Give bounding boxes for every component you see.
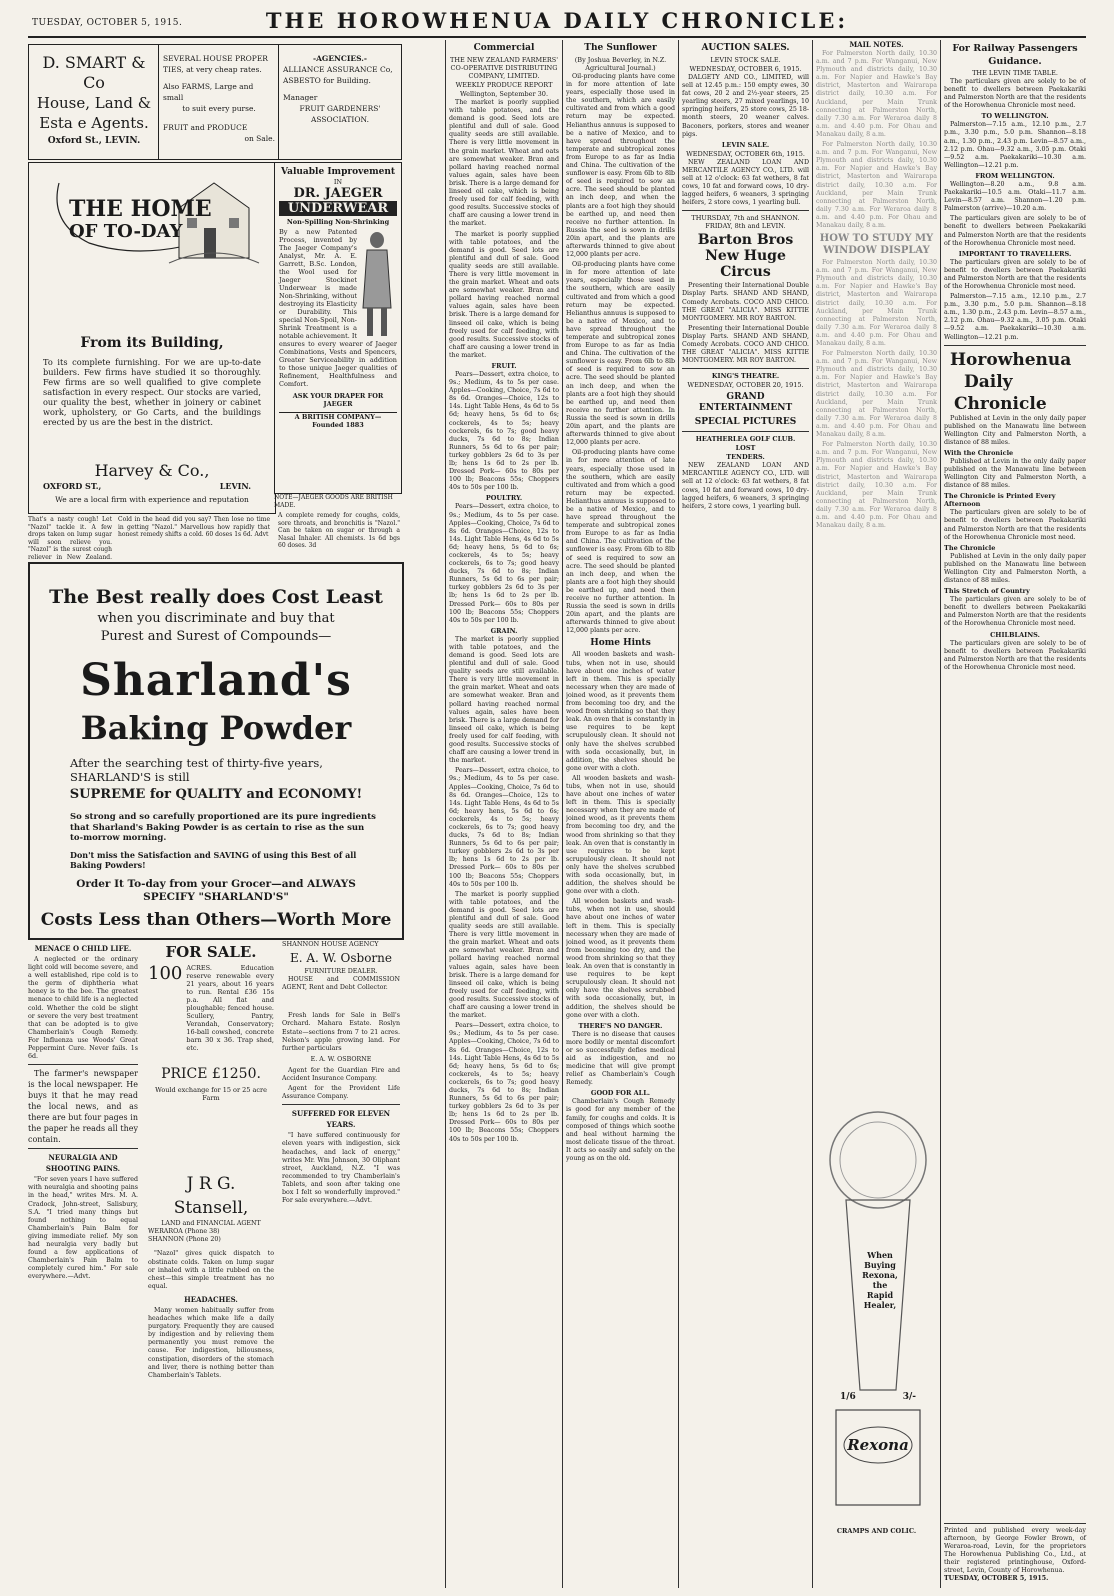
home-hints-text-b: All wooden baskets and wash-tubs, when not in use, should have about one inches of water left in them. This is specially necessary when they are made of joined wood, as it prevents them from becoming too dry, and the wood from shrinking so that they leak. An oven that is constantly in use requires to be kept scrupulously clean. It should not only have the shelves scrubbed with soda occasionally, but, in addition, the shelves should be gone over with a cloth. xyxy=(566,774,675,896)
rexona-price-large: 3/- xyxy=(902,1392,916,1402)
agencies-ad xyxy=(278,44,402,160)
circus-text: Presenting their International Double Display Parts. SHAND AND SHAND, Comedy Acrobats. COCO AND CHICO. THE GREAT "ALICIA". MISS KITTIE MONTGOMERY. MR ROY BARTON. xyxy=(682,282,809,322)
nazol-snippet-2: Cold in the head did you say? Then lose no time in getting "Nazol." Marvellous how rapidly that honest remedy shifts a cold. 60 doses 1s 6d. Advt xyxy=(118,516,270,539)
sharland-para3: So strong and so carefully proportioned are its pure ingredients that Sharland's Baking Powder is as certain to rise as the sun to-morrow morning. xyxy=(70,812,376,843)
agencies-line3: ASBESTO for Building. xyxy=(283,76,371,85)
divider xyxy=(682,368,809,369)
nazol-snippet-3: A complete remedy for coughs, colds, sore throats, and bronchitis is "Nazol." Can be taken on sugar or through a Nasal Inhaler. All chemists. 1s 6d bgs 60 doses. 3d xyxy=(278,512,400,550)
sharland-line3: Purest and Surest of Compounds— xyxy=(100,629,332,644)
sharland-costs: Costs Less than Others—Worth More xyxy=(40,909,392,930)
jaeger-underwear: UNDERWEAR xyxy=(279,201,397,216)
newspaper-title: THE HOROWHENUA DAILY CHRONICLE: xyxy=(265,8,849,33)
imprint xyxy=(944,1520,1086,1583)
issue-date: TUESDAY, OCTOBER 5, 1915. xyxy=(32,18,183,28)
smart-line2: House, Land & xyxy=(36,94,152,112)
window-display-ad: HOW TO STUDY MY WINDOW DISPLAY xyxy=(819,233,934,257)
column-rule xyxy=(940,40,941,1588)
fruit-lands: Fresh lands for Sale in Bell's Orchard. Mahara Estate. Roslyn Estate—sections from 7 to 21 acres. Nelson's apple growing land. For further particulars xyxy=(282,1012,400,1052)
jaeger-body: By a new Patented Process, invented by The Jaeger Company's Analyst, Mr. A. E. Garrett, B.Sc. London, the Wool used for Jaeger Stockinet Underwear is made Non-Shrinking, without destroying its Elasticity or Durability. This special Non-Spoil, Non-Shrink Treatment is a notable achievement. It ensures to every wearer of Jaeger Combinations, Vests and Spencers, Greater Serviceability in addition to those unique Jaeger qualities of Refinement, Healthfulness and Comfort. xyxy=(279,228,397,388)
home-building: From its Building, xyxy=(80,335,224,351)
osborne-column xyxy=(282,940,400,1590)
eleven-years-heading: SUFFERED FOR ELEVEN YEARS. xyxy=(291,1109,391,1130)
no-danger-text: There is no disease that causes more bodily or mental discomfort or so successfully defies medical aid as indigestion, and no medicine that will give prompt relief as Chamberlain's Cough Remedy. xyxy=(566,1030,675,1087)
mail-notes-text-c: For Palmerston North daily, 10.30 a.m. and 7 p.m. For Wanganui, New Plymouth and districts daily, 10.30 a.m. For Napier and Hawke's Bay district, Masterton and Wairarapa district daily, 10.30 a.m. For Auckland, per Main Trunk connecting at Palmerston North, daily 7.30 a.m. For Weraroa daily 8 a.m. and 4.40 p.m. For Ohau and Manakau daily, 8 a.m. xyxy=(816,259,937,347)
commercial-text2: Pears—Dessert, extra choice, to 9s.; Medium, 4s to 5s per case. Apples—Cooking, Choice, 7s 6d to 8s 6d. Oranges—Choice, 12s to 14s. Light Table Hens, 4s 6d to 5s 6d; heavy hens, 5s 6d to 6s; cockerels, 4s to 5s; heavy cockerels, 6s to 7s; good heavy ducks, 7s 6d to 8s; Indian Runners, 5s 6d to 6s per pair; turkey gobblers 2s 6d to 3s per lb; hens 1s 6d to 2s per lb. Dressed Pork— 60s to 80s per 100 lb; Beacons 55s; Choppers 40s to 50s per 100 lb. xyxy=(449,371,559,492)
circus-dates: THURSDAY, 7th and SHANNON. FRIDAY, 8th and LEVIN. xyxy=(691,214,800,231)
to-wellington-heading: TO WELLINGTON. xyxy=(981,112,1049,121)
with-chronicle-text: Published at Levin in the only daily paper published on the Manawatu line between Wellington City and Palmerston North, a distance of 88 miles. xyxy=(944,458,1086,490)
sharland-para4: Don't miss the Satisfaction and SAVING of using this Best of all Baking Powders! xyxy=(70,849,357,870)
home-street: OXFORD ST., xyxy=(43,481,102,491)
sharland-order: Order It To-day from your Grocer—and ALWAYS SPECIFY "SHARLAND'S" xyxy=(76,877,356,903)
shannon-agency-header: SHANNON HOUSE AGENCY xyxy=(282,940,379,948)
property-line5: FRUIT and PRODUCE xyxy=(163,123,248,132)
auction-sub: LEVIN STOCK SALE. xyxy=(710,56,781,64)
provident-agent: Agent for the Provident Life Assurance Company. xyxy=(282,1085,400,1101)
railway-extra: The particulars given are solely to be of benefit to dwellers between Paekakariki and Palmerston North are that the residents of the Horowhenua Chronicle most need. xyxy=(944,215,1086,247)
grand-entertainment: GRAND ENTERTAINMENT xyxy=(698,392,793,414)
acres-number: 100 xyxy=(148,963,183,984)
auction-column xyxy=(682,40,809,1590)
chilblains-heading: CHILBLAINS. xyxy=(990,630,1040,639)
poultry-heading: POULTRY. xyxy=(485,494,523,503)
farmer-text: The farmer's newspaper is the local newspaper. He buys it that he may read the local news, and as there are but four pages in the paper he reads all they contain. xyxy=(28,1069,138,1145)
levin-sale-date: WEDNESDAY, OCTOBER 6th, 1915. xyxy=(686,149,805,158)
grain-heading: GRAIN. xyxy=(490,626,518,635)
sharland-brand: Sharland's xyxy=(80,655,352,706)
mail-notes-text-e: For Palmerston North daily, 10.30 a.m. and 7 p.m. For Wanganui, New Plymouth and districts daily, 10.30 a.m. For Napier and Hawke's Bay district, Masterton and Wairarapa district daily, 10.30 a.m. For Auckland, per Main Trunk connecting at Palmerston North, daily 7.30 a.m. For Weraroa daily 8 a.m. and 4.40 p.m. For Ohau and Manakau daily, 8 a.m. xyxy=(816,441,937,530)
figure-illustration-icon xyxy=(357,228,397,338)
agencies-line4: Manager xyxy=(283,93,318,102)
neuralgia-text: "For seven years I have suffered with neuralgia and shooting pains in the head," writes Mrs. M. A. Cradock, John-street, Salisbury, S.A. "I tried many things but found nothing to equal Chamberlain's Pain Balm for giving immediate relief. My son had neuralgia very badly but found a few applications of Chamberlain's Pain Balm to completely cured him." For sale everywhere.—Advt. xyxy=(28,1176,138,1281)
sharland-line1: The Best really does Cost Least xyxy=(49,586,383,608)
chronicle-text: Published at Levin in the only daily paper published on the Manawatu line between Wellington City and Palmerston North, a distance of 88 miles. xyxy=(944,552,1086,585)
osborne-role: FURNITURE DEALER. xyxy=(304,968,378,976)
osborne-body: HOUSE and COMMISSION AGENT, Rent and Debt Collector. xyxy=(282,976,400,992)
chilblains-text: The particulars given are solely to be of benefit to dwellers between Paekakariki and Palmerston North are that the residents of the Horowhenua Chronicle most need. xyxy=(944,639,1086,671)
home-hints-heading: Home Hints xyxy=(590,638,651,649)
paper-name-1: Horowhenua xyxy=(950,349,1072,370)
sharland-line2: when you discriminate and buy that xyxy=(97,611,335,626)
stansell-name: J R G. Stansell, xyxy=(173,1174,249,1219)
circus-title: Barton Bros New Huge Circus xyxy=(697,232,794,281)
sharland-supreme: SUPREME for QUALITY and ECONOMY! xyxy=(69,787,363,802)
commercial-text: The market is poorly supplied with table potatoes, and the demand is good. Seed lots are plentiful and dull of sale. Good quality seeds are still available. There is very little movement in the grain market. Wheat and oats are somewhat weaker. Bran and pollard having reached normal values again, sales have been brisk. There is a large demand for linseed oil cake, which is being freely used for calf feeding, with good results. Successive stocks of chaff are causing a lower trend in the market. xyxy=(449,99,559,228)
menace-heading: MENACE O CHILD LIFE. xyxy=(34,944,132,953)
home-hints-text: All wooden baskets and wash-tubs, when not in use, should have about one inches of water left in them. This is specially necessary when they are made of joined wood, as it prevents them from becoming too dry, and the wood from shrinking so that they leak. An oven that is constantly in use requires to be kept scrupulously clean. It should not only have the shelves scrubbed with soda occasionally, but, in addition, the shelves should be gone over with a cloth. xyxy=(566,651,675,772)
osborne-sign: E. A. W. OSBORNE xyxy=(310,1055,372,1063)
headaches-text: Many women habitually suffer from headaches which make life a daily purgatory. Frequently they are caused by indigestion and by relieving them permanently you must remove the cause. For indigestion, biliousness, constipation, disorders of the stomach and liver, there is nothing better than Chamberlain's Tablets. xyxy=(148,1306,274,1379)
stretch-text: The particulars given are solely to be of benefit to dwellers between Paekakariki and Palmerston North are that the residents of the Horowhenua Chronicle most need. xyxy=(944,596,1086,628)
property-line2: TIES, at very cheap rates. xyxy=(163,65,262,74)
stretch-heading: This Stretch of Country xyxy=(944,587,1030,596)
commercial-column xyxy=(449,40,559,1590)
rexona-price-small: 1/6 xyxy=(840,1392,856,1402)
home-tag: We are a local firm with experience and reputation xyxy=(55,495,249,504)
home-hints-text-c: All wooden baskets and wash-tubs, when not in use, should have about one inches of water left in them. This is specially necessary when they are made of joined wood, as it prevents them from becoming too dry, and the wood from shrinking so that they leak. An oven that is constantly in use requires to be kept scrupulously clean. It should not only have the shelves scrubbed with soda occasionally, but, in addition, the shelves should be gone over with a cloth. xyxy=(566,898,675,1019)
stansell-weraroa: WERAROA (Phone 38) xyxy=(148,1228,220,1236)
property-ad xyxy=(158,44,279,160)
railway-intro: The particulars given are solely to be of benefit to dwellers between Paekakariki and Palmerston North are that the residents of the Horowhenua Chronicle most need. xyxy=(944,78,1086,110)
column-rule xyxy=(678,40,679,1588)
cramps-heading: CRAMPS AND COLIC. xyxy=(836,1527,917,1535)
divider xyxy=(28,1064,138,1065)
commercial-sub2: WEEKLY PRODUCE REPORT xyxy=(455,81,553,89)
jaeger-company: A BRITISH COMPANY— Founded 1883 xyxy=(279,412,397,429)
sharland-para1: After the searching test of thirty-five years, SHARLAND'S is still xyxy=(70,756,323,784)
special-pictures: SPECIAL PICTURES xyxy=(694,417,797,428)
menace-text: A neglected or the ordinary light cold will become severe, and a well established, ripe cold is to the germ of diphtheria what honey is to the bee. The greatest menace to child life is a neglected cold. Whether the cold be slight or severe the very best treatment that can be adopted is to give Chamberlain's Cough Remedy. For Influenza use Woods' Great Peppermint Cure. Never fails. 1s 6d. xyxy=(28,956,138,1061)
commercial-sub1: THE NEW ZEALAND FARMERS' CO-OPERATIVE DISTRIBUTING COMPANY, LIMITED. xyxy=(450,56,558,80)
nazol-snippet-1: That's a nasty cough! Let "Nazol" tackle it. A few drops taken on lump sugar will soon relieve you. "Nazol" is the surest cough reliever in New Zealand. xyxy=(28,516,112,561)
mail-notes-heading: MAIL NOTES. xyxy=(849,40,904,49)
home-title: THE HOME xyxy=(69,196,212,222)
jaeger-line2: IN xyxy=(333,178,343,186)
from-wellington-heading: FROM WELLINGTON. xyxy=(975,171,1055,180)
jaeger-name: DR. JAEGER xyxy=(293,186,383,201)
sunflower-text: Oil-producing plants have come in for more attention of late years, especially those used in the southern, which are easily cultivated and from which a good return may be expected. Helianthus annuus is supposed to be a native of Mexico, and to have spread throughout the temperate and subtropical zones from Europe to as far as India and China. The cultivation of the sunflower is easy. From 6lb to 8lb of seed is required to sow an acre. The seed should be planted an inch deep, and when the plants are a foot high they should be earthed up, and need then receive no further attention. In Russia the seed is sown in drills 20in apart, and the plants are afterwards thinned to give about 12,000 plants per acre. xyxy=(566,73,675,259)
mail-notes-text-b: For Palmerston North daily, 10.30 a.m. and 7 p.m. For Wanganui, New Plymouth and districts daily, 10.30 a.m. For Napier and Hawke's Bay district, Masterton and Wairarapa district daily, 10.30 a.m. For Auckland, per Main Trunk connecting at Palmerston North, daily 7.30 a.m. For Weraroa daily 8 a.m. and 4.40 p.m. For Ohau and Manakau daily, 8 a.m. xyxy=(816,141,937,229)
jaeger-ask: ASK YOUR DRAPER FOR JAEGER xyxy=(292,392,384,408)
theatre-date: WEDNESDAY, OCTOBER 20, 1915. xyxy=(687,381,804,390)
jaeger-line5: Non-Spilling Non-Shrinking xyxy=(286,218,390,226)
masthead xyxy=(28,6,1086,38)
eleven-years-text: "I have suffered continuously for eleven years with indigestion, sick headaches, and lack of energy," writes Mr. Wm Johnson, 30 Oliphant street, Auckland, N.Z. "I was recommended to try Chamberlain's Tablets, and soon after taking one box I felt so wonderfully improved." For sale everywhere.—Advt. xyxy=(282,1132,400,1205)
agencies-line6: ASSOCIATION. xyxy=(311,115,369,124)
railway-column xyxy=(944,40,1086,1590)
for-sale-column xyxy=(148,940,274,1590)
agencies-line5: FRUIT GARDENERS' xyxy=(299,104,381,113)
stansell-shannon: SHANNON (Phone 20) xyxy=(148,1236,221,1244)
headaches-heading: HEADACHES. xyxy=(184,1294,238,1304)
guardian-agent: Agent for the Guardian Fire and Accident Insurance Company. xyxy=(282,1066,400,1083)
property-line3: Also FARMS, Large and small xyxy=(163,82,254,102)
divider xyxy=(944,345,1086,346)
sunflower-text-c: Oil-producing plants have come in for more attention of late years, especially those used in the southern, which are easily cultivated and from which a good return may be expected. Helianthus annuus is supposed to be a native of Mexico, and to have spread throughout the temperate and subtropical zones from Europe to as far as India and China. The cultivation of the sunflower is easy. From 6lb to 8lb of seed is required to sow an acre. The seed should be planted an inch deep, and when the plants are a foot high they should be earthed up, and need then receive no further attention. In Russia the seed is sown in drills 20in apart, and the plants are afterwards thinned to give about 12,000 plants per acre. xyxy=(566,449,675,635)
home-subtitle: OF TO-DAY xyxy=(69,221,183,242)
important-travellers-text: The particulars given are solely to be of benefit to dwellers between Paekakariki and Palmerston North are that the residents of the Horowhenua Chronicle most need. xyxy=(944,258,1086,290)
mail-notes-text-d: For Palmerston North daily, 10.30 a.m. and 7 p.m. For Wanganui, New Plymouth and districts daily, 10.30 a.m. For Napier and Hawke's Bay district, Masterton and Wairarapa district daily, 10.30 a.m. For Auckland, per Main Trunk connecting at Palmerston North, daily 7.30 a.m. For Weraroa daily 8 a.m. and 4.40 p.m. For Ohau and Manakau daily, 8 a.m. xyxy=(816,350,937,439)
levin-sale-text: NEW ZEALAND LOAN AND MERCANTILE AGENCY CO., LTD. will sell at 12 o'clock: 63 fat wethers, 8 fat cows, 10 fat and forward cows, 10 dry-lagged heifers, 6 weaners, 3 springing heifers, 2 store cows, 1 yearling bull. xyxy=(682,158,809,207)
golf-heading: HEATHERLEA GOLF CLUB. xyxy=(695,435,796,444)
good-for-all-text: Chamberlain's Cough Remedy is good for any member of the family, for coughs and colds. It is composed of things which soothe and heal without harming the most delicate tissue of the throat. It acts so easily and safely on the young as on the old. xyxy=(566,1098,675,1162)
theatre-heading: KING'S THEATRE. xyxy=(711,372,780,381)
jaeger-ad xyxy=(274,162,402,494)
commercial-text2b: Pears—Dessert, extra choice, to 9s.; Medium, 4s to 5s per case. Apples—Cooking, Choice, 7s 6d to 8s 6d. Oranges—Choice, 12s to 14s. Light Table Hens, 4s 6d to 5s 6d; heavy hens, 5s 6d to 6s; cockerels, 4s to 5s; heavy cockerels, 6s to 7s; good heavy ducks, 7s 6d to 8s; Indian Runners, 5s 6d to 6s per pair; turkey gobblers 2s 6d to 3s per lb; hens 1s 6d to 2s per lb. Dressed Pork— 60s to 80s per 100 lb; Beacons 55s; Choppers 40s to 50s per 100 lb. xyxy=(449,503,559,624)
printed-afternoon-heading: The Chronicle is Printed Every Afternoon xyxy=(944,492,1056,509)
rexona-logo: Rexona xyxy=(847,1436,909,1454)
cramps-colic xyxy=(816,1526,937,1536)
harvey-home-ad xyxy=(28,162,276,514)
column-rule xyxy=(562,40,563,1588)
smart-name: D. SMART & Co xyxy=(42,53,146,92)
exchange-text: Would exchange for 15 or 25 acre Farm xyxy=(155,1086,267,1103)
railway-heading: For Railway Passengers xyxy=(952,43,1078,54)
divider xyxy=(682,210,809,211)
rexona-ad xyxy=(826,1090,930,1520)
sunflower-column xyxy=(566,40,675,1590)
osborne-name: E. A. W. Osborne xyxy=(289,951,393,966)
paper-published: Published at Levin in the only daily paper published on the Manawatu line between Wellington City and Palmerston North, a distance of 88 miles. xyxy=(944,414,1086,446)
home-firm: Harvey & Co., xyxy=(94,461,210,480)
sharland-product: Baking Powder xyxy=(80,709,352,747)
property-line1: SEVERAL HOUSE PROPER xyxy=(163,54,268,63)
divider xyxy=(28,1148,138,1149)
commercial-text6: Pears—Dessert, extra choice, to 9s.; Medium, 4s to 5s per case. Apples—Cooking, Choice, 7s 6d to 8s 6d. Oranges—Choice, 12s to 14s. Light Table Hens, 4s 6d to 5s 6d; heavy hens, 5s 6d to 6s; cockerels, 4s to 5s; heavy cockerels, 6s to 7s; good heavy ducks, 7s 6d to 8s; Indian Runners, 5s 6d to 6s per pair; turkey gobblers 2s 6d to 3s per lb; hens 1s 6d to 2s per lb. Dressed Pork— 60s to 80s per 100 lb; Beacons 55s; Choppers 40s to 50s per 100 lb. xyxy=(449,1022,559,1143)
smart-line3: Esta e Agents. xyxy=(39,114,149,132)
printed-afternoon-text: The particulars given are solely to be of benefit to dwellers between Paekakariki and Palmerston North are that the residents of the Horowhenua Chronicle most need. xyxy=(944,509,1086,541)
imprint-text: Printed and published every week-day afternoon, by George Fowler Brown, of Weraroa-road, Levin, for the proprietors The Horowhenua Publishing Co., Ltd., at their registered printinghouse, Oxford-street, Levin, County of Horowhenua. xyxy=(944,1527,1086,1574)
auction-text-tail: NEW ZEALAND LOAN AND MERCANTILE AGENCY CO., LTD. will sell at 12 o'clock: 63 fat wethers, 8 fat cows, 10 fat and forward cows, 10 dry-lagged heifers, 6 weaners, 3 springing heifers, 2 store cows, 1 yearling bull. xyxy=(682,462,809,510)
jaeger-note: NOTE—JAEGER GOODS ARE BRITISH MADE. xyxy=(274,494,393,509)
no-danger-heading: THERE'S NO DANGER. xyxy=(578,1021,663,1030)
commercial-heading: Commercial xyxy=(473,43,535,53)
paper-name-3: Chronicle xyxy=(954,393,1047,414)
column-rule xyxy=(812,40,813,1588)
commercial-text-repeat: The market is poorly supplied with table potatoes, and the demand is good. Seed lots are plentiful and dull of sale. Good quality seeds are still available. There is very little movement in the grain market. Wheat and oats are somewhat weaker. Bran and pollard having reached normal values again, sales have been brisk. There is a large demand for linseed oil cake, which is being freely used for calf feeding, with good results. Successive stocks of chaff are causing a lower trend in the market. xyxy=(449,230,559,359)
for-sale-title: FOR SALE. xyxy=(165,943,257,961)
railway-sub: THE LEVIN TIME TABLE. xyxy=(972,69,1058,77)
mail-notes-text: For Palmerston North daily, 10.30 a.m. and 7 p.m. For Wanganui, New Plymouth and districts daily, 10.30 a.m. For Napier and Hawke's Bay district, Masterton and Wairarapa district daily, 10.30 a.m. For Auckland, per Main Trunk connecting at Palmerston North, daily 7.30 a.m. For Weraroa daily 8 a.m. and 4.40 p.m. For Ohau and Manakau daily, 8 a.m. xyxy=(816,50,937,138)
paper-name-2: Daily xyxy=(964,371,1013,392)
nazol-text: "Nazol" gives quick dispatch to obstinate colds. Taken on lump sugar or inhaled with a little rubbed on the chest—this simple treatment has no equal. xyxy=(148,1250,274,1290)
sunflower-byline: (By Joshua Beverley, in N.Z. Agricultural Journal.) xyxy=(574,56,667,72)
levin-sale-heading: LEVIN SALE. xyxy=(721,140,770,149)
auction-text: DALGETY AND CO., LIMITED, will sell at 12.45 p.m.: 150 empty ewes, 30 fat cows, 20 2 and 2½-year steers, 25 yearling steers, 27 mixed yearlings, 10 springing heifers, 25 store cows, 25 18-month steers, 20 weaner calves. Baconers, porkers, stores and weaner pigs. xyxy=(682,74,809,138)
stansell-role: LAND and FINANCIAL AGENT xyxy=(161,1220,261,1228)
to-wellington-times: Palmerston—7.15 a.m., 12.10 p.m., 2.7 p.m., 3.30 p.m., 5.0 p.m. Shannon—8.18 a.m., 1.30 p.m., 2.43 p.m. Levin—8.57 a.m., 2.12 p.m. Ohau—9.32 a.m., 3.05 p.m. Otaki—9.52 a.m. Paekakariki—10.30 a.m. Wellington—12.21 p.m. xyxy=(944,121,1086,169)
commercial-text4: Pears—Dessert, extra choice, to 9s.; Medium, 4s to 5s per case. Apples—Cooking, Choice, 7s 6d to 8s 6d. Oranges—Choice, 12s to 14s. Light Table Hens, 4s 6d to 5s 6d; heavy hens, 5s 6d to 6s; cockerels, 4s to 5s; heavy cockerels, 6s to 7s; good heavy ducks, 7s 6d to 8s; Indian Runners, 5s 6d to 6s per pair; turkey gobblers 2s 6d to 3s per lb; hens 1s 6d to 2s per lb. Dressed Pork— 60s to 80s per 100 lb; Beacons 55s; Choppers 40s to 50s per 100 lb. xyxy=(449,767,559,888)
circus-text-b: Presenting their International Double Display Parts. SHAND AND SHAND, Comedy Acrobats. COCO AND CHICO. THE GREAT "ALICIA". MISS KITTIE MONTGOMERY. MR ROY BARTON. xyxy=(682,324,809,365)
neuralgia-heading: NEURALGIA AND SHOOTING PAINS. xyxy=(45,1153,121,1174)
important-travellers-heading: IMPORTANT TO TRAVELLERS. xyxy=(958,249,1072,258)
property-line4: to suit every purse. xyxy=(182,104,256,113)
property-line6: on Sale. xyxy=(244,134,275,143)
commercial-text3: The market is poorly supplied with table potatoes, and the demand is good. Seed lots are plentiful and dull of sale. Good quality seeds are still available. There is very little movement in the grain market. Wheat and oats are somewhat weaker. Bran and pollard having reached normal values again, sales have been brisk. There is a large demand for linseed oil cake, which is being freely used for calf feeding, with good results. Successive stocks of chaff are causing a lower trend in the market. xyxy=(449,635,559,765)
fruit-heading: FRUIT. xyxy=(491,362,517,370)
good-for-all-heading: GOOD FOR ALL. xyxy=(590,1089,651,1098)
imprint-date: TUESDAY, OCTOBER 5, 1915. xyxy=(944,1575,1049,1582)
column-rule xyxy=(445,40,446,1588)
rexona-when-buying: When Buying Rexona, the Rapid Healer, xyxy=(862,1250,898,1310)
home-body: To its complete furnishing. For we are up-to-date builders. Few firms have studied it so thoroughly. Few firms are so well qualified to give complete satisfaction in every respect. Our stocks are varied, our quality the best, whether in joinery or cabinet work, upholstery, or Go Carts, and the buildings erected by us are the best in the district. xyxy=(43,357,261,427)
important-travellers-text-b: Palmerston—7.15 a.m., 12.10 p.m., 2.7 p.m., 3.30 p.m., 5.0 p.m. Shannon—8.18 a.m., 1.30 p.m., 2.43 p.m. Levin—8.57 a.m., 2.12 p.m. Ohau—9.32 a.m., 3.05 p.m. Otaki—9.52 a.m. Paekakariki—10.30 a.m. Wellington—12.21 p.m. xyxy=(944,293,1086,341)
auction-heading: AUCTION SALES. xyxy=(701,43,790,53)
commercial-date: Wellington, September 30. xyxy=(459,90,549,98)
agencies-line2: ALLIANCE ASSURANCE Co, xyxy=(283,65,393,74)
auction-date: WEDNESDAY, OCTOBER 6, 1915. xyxy=(689,65,802,73)
agencies-title: -AGENCIES.- xyxy=(313,54,367,63)
price: PRICE £1250. xyxy=(161,1066,261,1082)
tenders-heading: TENDERS. xyxy=(726,453,765,462)
commercial-text5: The market is poorly supplied with table potatoes, and the demand is good. Seed lots are plentiful and dull of sale. Good quality seeds are still available. There is very little movement in the grain market. Wheat and oats are somewhat weaker. Bran and pollard having reached normal values again, sales have been brisk. There is a large demand for linseed oil cake, which is being freely used for calf feeding, with good results. Successive stocks of chaff are causing a lower trend in the market. xyxy=(449,890,559,1020)
home-town: LEVIN. xyxy=(219,481,251,491)
smart-address: Oxford St., LEVIN. xyxy=(47,136,141,146)
sharland-ad xyxy=(28,562,404,940)
divider xyxy=(282,1104,400,1105)
railway-heading-2: Guidance. xyxy=(988,56,1042,67)
from-wellington-times: Wellington—8.20 a.m., 9.8 a.m. Paekakariki—10.5 a.m. Otaki—11.7 a.m. Levin—8.57 a.m. Shannon—1.20 p.m. Palmerston (arrive)—10.20 a.m. xyxy=(944,180,1086,213)
divider xyxy=(682,431,809,432)
smart-ad xyxy=(28,44,159,160)
with-chronicle-heading: With the Chronicle xyxy=(944,449,1014,457)
acres-text: ACRES. Education reserve renewable every 21 years, about 16 years to run. Rental £36 15s p.a. All flat and ploughable; fenced house. Scullery, Pantry, Verandah, Conservatory; 16-ball cowshed, concrete barn 30 x 36. Trap shed, etc. xyxy=(186,964,274,1052)
sunflower-heading: The Sunflower xyxy=(584,43,657,53)
divider xyxy=(944,1523,1086,1524)
jaeger-line1: Valuable Improvement xyxy=(280,167,396,177)
lost-heading: LOST xyxy=(735,444,756,453)
chronicle-heading: The Chronicle xyxy=(944,543,996,552)
sunflower-text-b: Oil-producing plants have come in for more attention of late years, especially those used in the southern, which are easily cultivated and from which a good return may be expected. Helianthus annuus is supposed to be a native of Mexico, and to have spread throughout the temperate and subtropical zones from Europe to as far as India and China. The cultivation of the sunflower is easy. From 6lb to 8lb of seed is required to sow an acre. The seed should be planted an inch deep, and when the plants are a foot high they should be earthed up, and need then receive no further attention. In Russia the seed is sown in drills 20in apart, and the plants are afterwards thinned to give about 12,000 plants per acre. xyxy=(566,261,675,447)
bottom-left-column xyxy=(28,940,138,1590)
